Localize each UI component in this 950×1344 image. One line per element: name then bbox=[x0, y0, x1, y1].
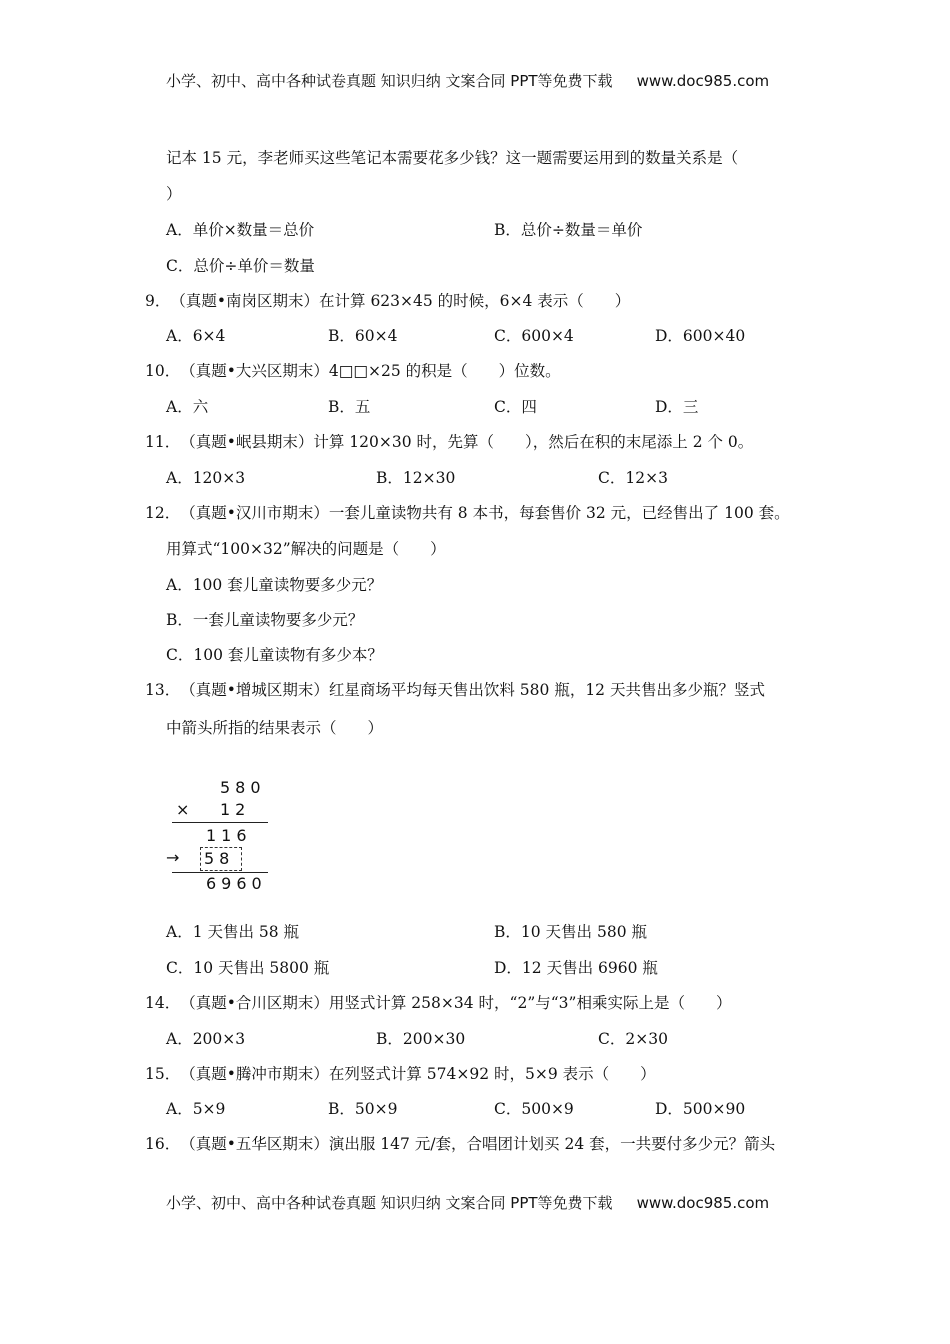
q16-text: （真题•五华区期末）演出服 147 元/套，合唱团计划买 24 套，一共要付多少元？箭头 bbox=[180, 1135, 776, 1153]
q14-option-c: C．2×30 bbox=[598, 1030, 668, 1048]
page-header bbox=[166, 70, 769, 91]
footer-site: www.doc985.com bbox=[636, 1194, 770, 1212]
q14-stem bbox=[145, 991, 731, 1013]
q8-option-b: B．总价÷数量＝单价 bbox=[494, 221, 643, 239]
header-site: www.doc985.com bbox=[636, 72, 770, 90]
q10-option-c: C．四 bbox=[494, 398, 537, 416]
q11-text: （真题•岷县期末）计算 120×30 时，先算（ ），然后在积的末尾添上 2 个 0。 bbox=[180, 433, 754, 451]
q9-option-b: B．60×4 bbox=[328, 327, 398, 345]
q10-option-b: B．五 bbox=[328, 398, 371, 416]
q10-number: 10． bbox=[145, 362, 181, 380]
q13-option-d: D．12 天售出 6960 瓶 bbox=[494, 959, 658, 977]
calc-times-sign: × bbox=[176, 800, 195, 819]
q11-option-b: B．12×30 bbox=[376, 469, 456, 487]
q9-option-d: D．600×40 bbox=[655, 327, 746, 345]
q14-option-a: A．200×3 bbox=[166, 1030, 246, 1048]
q9-number: 9． bbox=[145, 292, 171, 310]
q9-option-a: A．6×4 bbox=[166, 327, 226, 345]
calc-multiplier: 12 bbox=[220, 800, 251, 819]
q15-option-c: C．500×9 bbox=[494, 1100, 574, 1118]
calc-partial-product-1: 116 bbox=[206, 826, 252, 845]
q10-stem bbox=[145, 359, 561, 381]
q12-option-c: C．100 套儿童读物有多少本？ bbox=[166, 646, 383, 664]
q14-number: 14． bbox=[145, 994, 181, 1012]
q14-option-b: B．200×30 bbox=[376, 1030, 466, 1048]
q16-stem bbox=[145, 1132, 775, 1154]
q8-option-a: A．单价×数量＝总价 bbox=[166, 221, 315, 239]
q15-option-a: A．5×9 bbox=[166, 1100, 226, 1118]
q13-line2: 中箭头所指的结果表示（ ） bbox=[166, 719, 384, 737]
calc-rule-2 bbox=[172, 872, 268, 873]
calc-partial-product-2: 58 bbox=[204, 849, 235, 868]
q15-option-b: B．50×9 bbox=[328, 1100, 398, 1118]
calc-result: 6960 bbox=[206, 874, 267, 893]
q15-option-d: D．500×90 bbox=[655, 1100, 746, 1118]
q15-stem bbox=[145, 1062, 656, 1084]
q10-option-d: D．三 bbox=[655, 398, 699, 416]
q13-text: （真题•增城区期末）红星商场平均每天售出饮料 580 瓶，12 天共售出多少瓶？竖式 bbox=[180, 681, 765, 699]
calc-arrow: → bbox=[166, 848, 180, 867]
calc-multiplicand: 580 bbox=[220, 778, 266, 797]
q10-option-a: A．六 bbox=[166, 398, 209, 416]
q13-number: 13． bbox=[145, 681, 181, 699]
vertical-multiplication bbox=[166, 776, 286, 896]
q11-option-a: A．120×3 bbox=[166, 469, 246, 487]
q16-number: 16． bbox=[145, 1135, 181, 1153]
q13-option-a: A．1 天售出 58 瓶 bbox=[166, 923, 300, 941]
q15-text: （真题•腾冲市期末）在列竖式计算 574×92 时，5×9 表示（ ） bbox=[180, 1065, 656, 1083]
q12-option-a: A．100 套儿童读物要多少元？ bbox=[166, 576, 383, 594]
q8-line2: ） bbox=[166, 185, 182, 203]
q9-option-c: C．600×4 bbox=[494, 327, 574, 345]
q9-stem bbox=[145, 289, 630, 311]
q12-option-b: B．一套儿童读物要多少元？ bbox=[166, 611, 364, 629]
page-footer bbox=[166, 1192, 769, 1213]
q9-text: （真题•南岗区期末）在计算 623×45 的时候，6×4 表示（ ） bbox=[170, 292, 631, 310]
q12-line2: 用算式“100×32”解决的问题是（ ） bbox=[166, 540, 446, 558]
q13-option-c: C．10 天售出 5800 瓶 bbox=[166, 959, 330, 977]
q12-number: 12． bbox=[145, 504, 181, 522]
q10-text: （真题•大兴区期末）4□□×25 的积是（ ）位数。 bbox=[180, 362, 561, 380]
calc-rule-1 bbox=[172, 822, 268, 823]
q11-number: 11． bbox=[145, 433, 181, 451]
q12-stem bbox=[145, 501, 790, 523]
q13-stem bbox=[145, 678, 765, 700]
q11-stem bbox=[145, 430, 753, 452]
q12-text: （真题•汉川市期末）一套儿童读物共有 8 本书，每套售价 32 元，已经售出了 100 套。 bbox=[180, 504, 790, 522]
q8-option-c: C．总价÷单价＝数量 bbox=[166, 257, 315, 275]
header-text: 小学、初中、高中各种试卷真题 知识归纳 文案合同 PPT等免费下载 bbox=[166, 72, 613, 90]
footer-text: 小学、初中、高中各种试卷真题 知识归纳 文案合同 PPT等免费下载 bbox=[166, 1194, 613, 1212]
q11-option-c: C．12×3 bbox=[598, 469, 668, 487]
q8-line1: 记本 15 元，李老师买这些笔记本需要花多少钱？这一题需要运用到的数量关系是（ bbox=[166, 149, 739, 167]
q15-number: 15． bbox=[145, 1065, 181, 1083]
q14-text: （真题•合川区期末）用竖式计算 258×34 时，“2”与“3”相乘实际上是（ ） bbox=[180, 994, 732, 1012]
q13-option-b: B．10 天售出 580 瓶 bbox=[494, 923, 647, 941]
